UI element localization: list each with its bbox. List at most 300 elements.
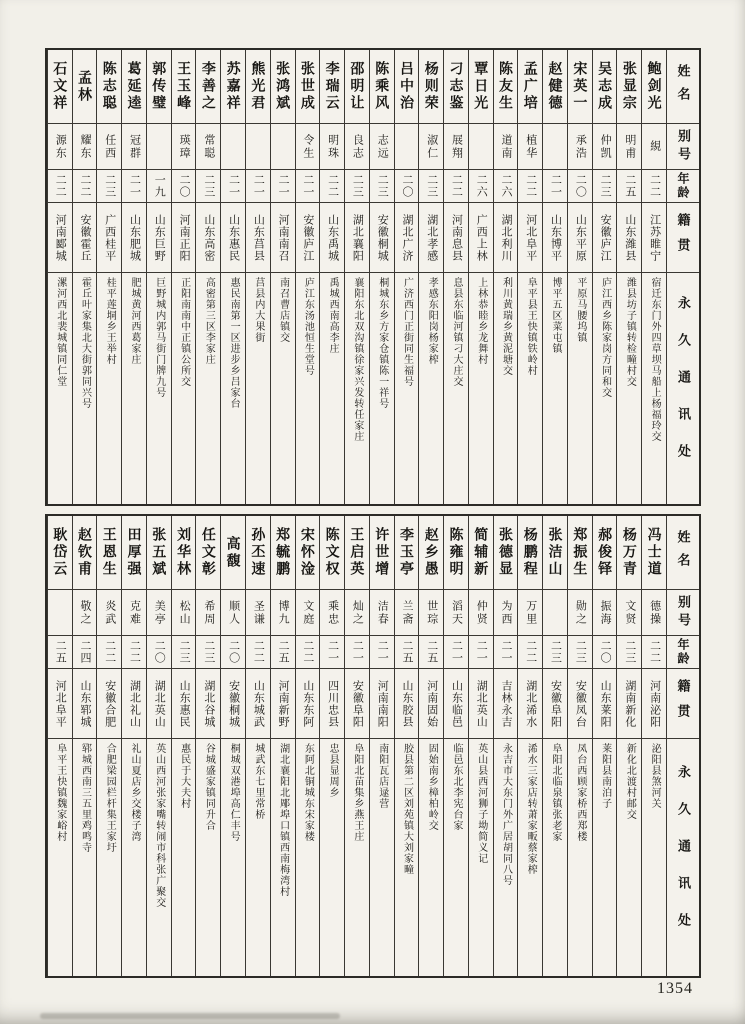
entry-alias: 植华: [524, 133, 537, 160]
entry-age-cell: [642, 170, 666, 203]
entry-native-cell: [444, 669, 468, 739]
entry-name: 孙丕速: [250, 527, 267, 578]
entry-name: 李瑞云: [324, 61, 341, 112]
entry-native-cell: [73, 203, 97, 273]
directory-entry-column: [171, 50, 196, 504]
entry-age: 二三: [103, 174, 116, 198]
entry-address-cell: [296, 739, 320, 976]
entry-age: 二〇: [400, 174, 413, 198]
entry-native-place: 河南正阳: [178, 213, 191, 262]
entry-native-place: 湖北英山: [475, 679, 488, 728]
entry-alias-cell: [617, 590, 641, 636]
entry-alias-cell: [518, 590, 542, 636]
entry-age-cell: [122, 170, 146, 203]
entry-name: 宋怀淦: [299, 527, 316, 578]
entry-alias-cell: [147, 124, 171, 170]
entry-address: 庐江东汤池恒生堂号: [302, 277, 314, 376]
entry-address: 南阳瓦店逯营: [376, 743, 388, 809]
entry-native-cell: [419, 203, 443, 273]
entry-alias-cell: [271, 590, 295, 636]
entry-native-cell: [271, 203, 295, 273]
entry-alias: 洁春: [376, 599, 389, 626]
directory-entry-column: [616, 50, 641, 504]
entry-name-cell: [568, 516, 592, 590]
directory-entry-column: [121, 516, 146, 976]
entry-native-place: 河南南召: [277, 213, 290, 262]
entry-alias-cell: [370, 590, 394, 636]
entry-native-place: 湖北浠水: [524, 679, 537, 728]
entry-name-cell: [73, 516, 97, 590]
entry-address-cell: [395, 273, 419, 504]
entry-age: 二二: [524, 174, 537, 198]
entry-name: 郑振生: [572, 527, 589, 578]
header-name-label: 姓名: [675, 63, 691, 110]
entry-name-cell: [642, 516, 666, 590]
entry-age-cell: [246, 170, 270, 203]
entry-address-cell: [196, 739, 220, 976]
entry-native-cell: [97, 203, 121, 273]
entry-age-cell: [444, 636, 468, 669]
entry-age-cell: [345, 636, 369, 669]
entry-name: 王玉峰: [176, 61, 193, 112]
entry-name: 赵钦甫: [77, 527, 93, 578]
directory-table-bottom: [45, 514, 701, 978]
entry-name-cell: [370, 50, 394, 124]
table-header-column: [666, 50, 699, 504]
entry-name: 张五斌: [151, 527, 168, 578]
entry-name-cell: [271, 516, 295, 590]
entry-age: 二四: [79, 640, 91, 664]
entry-age-cell: [172, 170, 196, 203]
entry-age: 二三: [574, 640, 587, 664]
entry-native-cell: [642, 203, 666, 273]
directory-entry-column: [319, 50, 344, 504]
entry-native-place: 山东城武: [252, 679, 265, 728]
table-header-column: [666, 516, 699, 976]
directory-entry-column: [592, 50, 617, 504]
entry-native-cell: [469, 203, 493, 273]
header-address-label: 永久通讯处: [676, 765, 691, 950]
entry-name-cell: [494, 516, 518, 590]
entry-alias: 博九: [277, 599, 290, 626]
entry-name-cell: [419, 50, 443, 124]
entry-alias-cell: [469, 590, 493, 636]
entry-age: 二二: [648, 640, 661, 664]
directory-entry-column: [146, 516, 171, 976]
entry-name-cell: [122, 516, 146, 590]
entry-address-cell: [444, 273, 468, 504]
entry-native-cell: [271, 669, 295, 739]
entry-alias: 冠群: [128, 133, 141, 160]
entry-name: 陈友生: [498, 61, 515, 112]
entry-age-cell: [543, 636, 567, 669]
entry-address: 郓城西南三五里鸡鸣寺: [79, 743, 91, 853]
header-name-label: 姓名: [675, 529, 691, 576]
entry-native-cell: [617, 669, 641, 739]
entry-name: 覃日光: [473, 61, 490, 112]
entry-alias: 絸: [648, 140, 661, 153]
entry-name: 简辅新: [473, 527, 490, 578]
entry-age-cell: [469, 170, 493, 203]
directory-entry-column: [418, 516, 443, 976]
entry-alias: 勋之: [574, 599, 587, 626]
entry-age: 二五: [623, 174, 636, 198]
entry-name-cell: [593, 516, 617, 590]
entry-address: 惠民南第一区进步乡吕家台: [228, 277, 240, 409]
entry-age: 二〇: [574, 174, 587, 198]
entry-native-place: 山东莱阳: [599, 679, 612, 728]
entry-age: 二五: [54, 640, 67, 664]
entry-address: 博平五区菜屯镇: [550, 277, 562, 354]
entry-native-cell: [543, 669, 567, 739]
entry-native-place: 山东临邑: [450, 679, 463, 728]
entry-alias-cell: [345, 590, 369, 636]
entry-alias: 令生: [301, 133, 314, 160]
entry-address-cell: [494, 273, 518, 504]
entry-alias-cell: [271, 124, 295, 170]
entry-age: 二一: [549, 174, 562, 198]
entry-address: 湖北襄阳北郮埠口镇西南梅湾村: [277, 743, 289, 897]
entry-name-cell: [271, 50, 295, 124]
entry-age: 二二: [648, 174, 661, 198]
entry-age-cell: [395, 636, 419, 669]
entry-address: 桂平莲垌乡王举村: [104, 277, 116, 365]
entry-alias-cell: [518, 124, 542, 170]
entry-address-cell: [196, 273, 220, 504]
entry-address-cell: [271, 739, 295, 976]
entry-alias-cell: [196, 124, 220, 170]
entry-age-cell: [196, 170, 220, 203]
header-age-cell: [667, 170, 699, 203]
entry-alias: 顺人: [227, 599, 240, 626]
entry-native-place: 安徽桐城: [376, 213, 389, 262]
entry-name-cell: [518, 516, 542, 590]
entry-alias: 耀东: [79, 133, 91, 160]
directory-entry-column: [493, 516, 518, 976]
header-native-cell: [667, 203, 699, 273]
directory-entry-column: [517, 50, 542, 504]
entry-native-place: 河南固始: [425, 679, 438, 728]
directory-entry-column: [493, 50, 518, 504]
entry-alias-cell: [97, 124, 121, 170]
scan-smudge-artifact: [40, 1013, 340, 1019]
entry-age-cell: [395, 170, 419, 203]
entry-age: 二五: [277, 640, 290, 664]
entry-native-place: 山东平原: [574, 213, 587, 262]
entry-age-cell: [97, 170, 121, 203]
entry-alias-cell: [370, 124, 394, 170]
entry-name-cell: [370, 516, 394, 590]
entry-name-cell: [296, 516, 320, 590]
entry-name: 吕中治: [398, 61, 415, 112]
entry-name: 鲍剑光: [646, 61, 663, 112]
entry-name: 许世增: [374, 527, 391, 578]
entry-address: 孝感东阳岗杨家榨: [426, 277, 438, 365]
entry-name: 任文彰: [200, 527, 217, 578]
entry-alias: 仲凯: [599, 133, 612, 160]
entry-age-cell: [593, 170, 617, 203]
entry-native-cell: [419, 669, 443, 739]
entry-native-place: 江苏睢宁: [648, 213, 661, 262]
entry-alias: 世琮: [425, 599, 438, 626]
header-native-label: 籍贯: [675, 212, 691, 263]
entry-native-cell: [296, 203, 320, 273]
entry-alias: 源东: [54, 133, 67, 160]
entry-name-cell: [172, 516, 196, 590]
entry-address-cell: [593, 273, 617, 504]
entry-name-cell: [172, 50, 196, 124]
entry-name: 郑毓鹏: [275, 527, 292, 578]
entry-age-cell: [494, 636, 518, 669]
entry-age: 二一: [227, 174, 240, 198]
entry-native-cell: [122, 203, 146, 273]
directory-entry-column: [344, 516, 369, 976]
entry-name: 熊光君: [250, 61, 267, 112]
entry-name-cell: [97, 50, 121, 124]
entry-address-cell: [642, 739, 666, 976]
entry-address-cell: [48, 273, 72, 504]
entry-age: 二六: [500, 174, 513, 198]
entry-name: 孟广培: [522, 61, 539, 112]
entry-age: 二一: [252, 174, 265, 198]
entry-alias: 圣谦: [252, 599, 265, 626]
entry-age-cell: [642, 636, 666, 669]
entry-address-cell: [147, 739, 171, 976]
entry-age: 二二: [103, 640, 116, 664]
entry-native-place: 河南郾城: [54, 213, 67, 262]
entry-alias-cell: [172, 590, 196, 636]
entry-address-cell: [122, 739, 146, 976]
entry-age-cell: [543, 170, 567, 203]
entry-address-cell: [345, 273, 369, 504]
entry-address-cell: [271, 273, 295, 504]
directory-entry-column: [517, 516, 542, 976]
entry-alias-cell: [543, 124, 567, 170]
entry-alias: 万里: [524, 599, 537, 626]
entry-address: 英山西河张家嘴转闹市科张广聚交: [153, 743, 165, 908]
directory-entry-column: [468, 516, 493, 976]
entry-address: 忠县显周乡: [327, 743, 339, 798]
entry-alias: 道南: [500, 133, 513, 160]
entry-age: 二三: [376, 174, 389, 198]
directory-entry-column: [195, 50, 220, 504]
entry-age: 二一: [500, 640, 513, 664]
entry-address-cell: [370, 739, 394, 976]
entry-address: 巨野城内郭马街门牌九号: [153, 277, 165, 398]
entry-address-cell: [518, 739, 542, 976]
entry-name: 苏嘉祥: [225, 61, 242, 112]
entry-address: 霍丘叶家集北大街郭同兴号: [79, 277, 91, 409]
directory-entry-column: [592, 516, 617, 976]
entry-age-cell: [147, 636, 171, 669]
entry-name-cell: [395, 50, 419, 124]
entry-name: 刘华林: [176, 527, 193, 578]
entry-address-cell: [147, 273, 171, 504]
entry-name: 李玉亭: [398, 527, 415, 578]
entry-alias: 淑仁: [425, 133, 438, 160]
directory-entry-column: [47, 516, 72, 976]
entry-name: 赵乡愚: [423, 527, 440, 578]
entry-alias-cell: [494, 590, 518, 636]
directory-entry-column: [369, 50, 394, 504]
entry-native-place: 河南南阳: [376, 679, 389, 728]
entry-alias: 展翔: [450, 133, 463, 160]
entry-native-place: 山东郓城: [79, 679, 91, 728]
entry-age-cell: [73, 636, 97, 669]
entry-name-cell: [196, 516, 220, 590]
entry-address-cell: [543, 739, 567, 976]
entry-alias-cell: [642, 590, 666, 636]
entry-age: 二二: [301, 640, 314, 664]
entry-address: 浠水三家店转萧家畈蔡家榨: [525, 743, 537, 875]
entry-age-cell: [419, 170, 443, 203]
entry-age-cell: [469, 636, 493, 669]
entry-age: 二三: [202, 640, 215, 664]
entry-native-place: 山东潍县: [623, 213, 636, 262]
entry-name-cell: [320, 516, 344, 590]
entry-address: 平原马腰坞镇: [574, 277, 586, 343]
entry-name-cell: [320, 50, 344, 124]
entry-native-cell: [48, 203, 72, 273]
directory-entry-column: [295, 516, 320, 976]
entry-native-place: 山东惠民: [227, 213, 240, 262]
directory-entry-column: [220, 516, 245, 976]
entry-age: 二〇: [178, 174, 191, 198]
entry-alias-cell: [320, 124, 344, 170]
entry-address-cell: [172, 739, 196, 976]
entry-name-cell: [97, 516, 121, 590]
entry-age: 二五: [425, 640, 438, 664]
entry-name: 耿岱云: [52, 527, 69, 578]
entry-address: 临邑东北李宪台家: [450, 743, 462, 831]
entry-address: 阜平县王快镇铁岭村: [525, 277, 537, 376]
entry-address: 新化北渡村邮交: [624, 743, 636, 820]
entry-address-cell: [419, 273, 443, 504]
entry-alias: 美亭: [153, 599, 166, 626]
entry-name-cell: [617, 516, 641, 590]
entry-native-cell: [172, 669, 196, 739]
header-name-cell: [667, 50, 699, 124]
entry-native-cell: [568, 669, 592, 739]
entry-address: 桐城双港埠高仁丰号: [228, 743, 240, 842]
entry-name: 吴志成: [597, 61, 614, 112]
entry-address: 南召曹店镇交: [277, 277, 289, 343]
entry-name: 王启英: [349, 527, 366, 578]
entry-address: 阜阳北苗集乡燕王庄: [351, 743, 363, 842]
entry-native-place: 吉林永吉: [500, 679, 513, 728]
entry-age-cell: [320, 170, 344, 203]
entry-alias-cell: [97, 590, 121, 636]
entry-name-cell: [518, 50, 542, 124]
entry-name: 宋英一: [572, 61, 589, 112]
entry-age-cell: [444, 170, 468, 203]
entry-name-cell: [642, 50, 666, 124]
entry-address-cell: [469, 273, 493, 504]
entry-age: 二二: [450, 174, 463, 198]
entry-name: 石文祥: [52, 61, 69, 112]
entry-alias: 德操: [648, 599, 661, 626]
entry-address-cell: [494, 739, 518, 976]
entry-alias-cell: [122, 590, 146, 636]
entry-native-place: 安徽桐城: [227, 679, 240, 728]
entry-alias-cell: [543, 590, 567, 636]
entry-address: 高密第三区李家庄: [203, 277, 215, 365]
entry-age: 二〇: [153, 640, 166, 664]
entry-age: 二三: [202, 174, 215, 198]
directory-entry-column: [319, 516, 344, 976]
entry-age: 二一: [475, 640, 488, 664]
entry-alias-cell: [320, 590, 344, 636]
directory-entry-column: [641, 516, 666, 976]
entry-name: 张洁山: [547, 527, 564, 578]
entry-address-cell: [97, 273, 121, 504]
entry-address: 永吉市大东门外广居胡同八号: [500, 743, 512, 886]
entry-age: 二二: [252, 640, 265, 664]
entry-address-cell: [122, 273, 146, 504]
entry-alias-cell: [593, 124, 617, 170]
entry-alias: 良志: [351, 133, 364, 160]
entry-alias: 承浩: [574, 133, 587, 160]
entry-age-cell: [48, 636, 72, 669]
directory-entry-column: [220, 50, 245, 504]
page-number: 1354: [657, 980, 693, 997]
entry-name: 张显宗: [621, 61, 638, 112]
directory-entry-column: [542, 516, 567, 976]
entry-age-cell: [617, 170, 641, 203]
entry-native-place: 湖北英山: [153, 679, 166, 728]
entry-alias-cell: [568, 590, 592, 636]
entry-address: 东阿北铜城东宋家楼: [302, 743, 314, 842]
entry-native-cell: [320, 669, 344, 739]
entry-native-place: 河南新野: [277, 679, 290, 728]
entry-alias-cell: [469, 124, 493, 170]
header-alias-label: 别号: [676, 594, 691, 631]
entry-address-cell: [172, 273, 196, 504]
entry-address-cell: [568, 273, 592, 504]
entry-age-cell: [296, 170, 320, 203]
entry-alias-cell: [345, 124, 369, 170]
directory-table-top: [45, 48, 701, 506]
entry-native-place: 湖北礼山: [128, 679, 141, 728]
entry-age: 二三: [351, 174, 364, 198]
entry-native-cell: [97, 669, 121, 739]
entry-native-cell: [320, 203, 344, 273]
entry-alias-cell: [296, 590, 320, 636]
entry-age: 二一: [277, 174, 290, 198]
entry-age: 二一: [301, 174, 314, 198]
entry-name: 杨鹏程: [522, 527, 539, 578]
entry-native-cell: [221, 203, 245, 273]
header-address-cell: [667, 739, 699, 976]
entry-alias: 明甫: [623, 133, 636, 160]
entry-alias-cell: [444, 590, 468, 636]
entry-native-cell: [518, 669, 542, 739]
entry-native-place: 湖北谷城: [202, 679, 215, 728]
entry-native-cell: [395, 203, 419, 273]
header-alias-label: 别号: [676, 128, 691, 165]
directory-entry-column: [72, 516, 97, 976]
entry-name: 张德显: [498, 527, 515, 578]
directory-entry-column: [418, 50, 443, 504]
entry-name-cell: [48, 50, 72, 124]
entry-native-cell: [345, 203, 369, 273]
entry-address: 漯河西北裴城镇同仁堂: [54, 277, 66, 387]
directory-entry-column: [47, 50, 72, 504]
entry-alias-cell: [221, 590, 245, 636]
header-age-label: 年龄: [676, 638, 690, 666]
entry-alias: 克难: [128, 599, 141, 626]
entry-address-cell: [543, 273, 567, 504]
